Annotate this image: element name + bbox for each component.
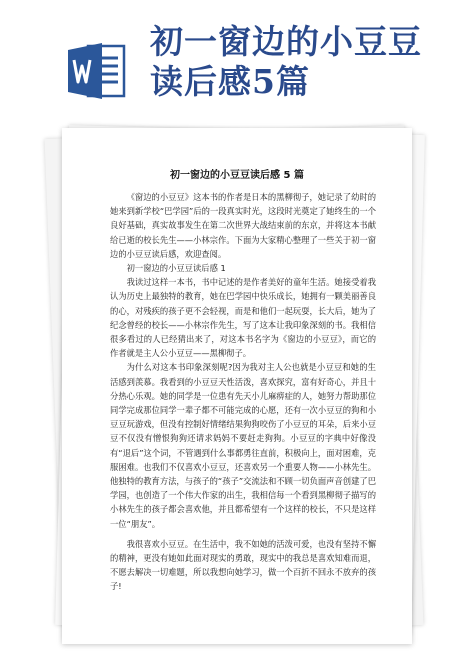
header-title: 初一窗边的小豆豆读后感5篇 (150, 22, 422, 101)
intro-paragraph: 《窗边的小豆豆》这本书的作者是日本的黑柳彻子，她记录了幼时的她来到新学校“巴学园”后的一段真实时光，这段时光奠定了她终生的一个良好基础，真实故事发生在第二次世界大战结束前的东京，并将这本书献给已逝的校长先生——小林宗作。下面为大家精心整理了一些关于初一窗边的小豆豆读后感，欢迎查阅。 (110, 192, 376, 259)
document-title: 初一窗边的小豆豆读后感 5 篇 (170, 170, 304, 181)
body-paragraph: 我读过这样一本书，书中记述的是作者美好的童年生活。她接受着我认为历史上最独特的教育，她在巴学园中快乐成长，她拥有一颗美丽善良的心，对残疾的孩子更不会轻视，而是和他们一起玩耍，长大后，她为了纪念曾经的校长——小林宗作先生，写了这本让我印象深刻的书。我相信很多看过的人已经猜出来了，对这本书名字为《窗边的小豆豆》，而它的作者就是主人公小豆豆——黑柳彻子。 (110, 277, 376, 359)
document-page (62, 128, 412, 644)
header (0, 0, 474, 118)
body-paragraph: 为什么对这本书印象深刻呢?因为我对主人公也就是小豆豆和她的生活感到羡慕。我看到的小豆豆天性活泼，喜欢探究，富有好奇心，并且十分热心乐观。她的同学是一位患有先天小儿麻痹症的人，她努力帮助那位同学完成那位同学一辈子都不可能完成的心愿，还有一次小豆豆的狗和小豆豆玩游戏，但没有控制好情绪结果狗狗咬伤了小豆豆的耳朵，后来小豆豆不仅没有憎恨狗狗还请求妈妈不要赶走狗狗。小豆豆的字典中好像没有“退后”这个词，不管遇到什么事都勇往直前，积极向上，面对困难，克服困难。也我们不仅喜欢小豆豆，还喜欢另一个重要人物——小林先生。他独特的教育方法，与孩子的“孩子”交流法和不顾一切负面声音创建了巴学园，也创造了一个伟大作家的出生，我相信每一个看到黑柳彻子描写的小林先生的孩子都会喜欢他，并且都希望有一个这样的校长，不只是这样一位“朋友”。 (110, 362, 376, 529)
document-body (110, 190, 376, 594)
word-document-icon (66, 40, 128, 102)
body-paragraph: 我很喜欢小豆豆。在生活中，我不如她的活泼可爱，也没有坚持不懈的精神，更没有她如此面对现实的勇敢，现实中的我总是喜欢知难而退，不愿去解决一切难题，所以我想向她学习，做一个百折不回永不放弃的孩子! (110, 538, 376, 592)
section-heading: 初一窗边的小豆豆读后感 1 (126, 263, 226, 274)
